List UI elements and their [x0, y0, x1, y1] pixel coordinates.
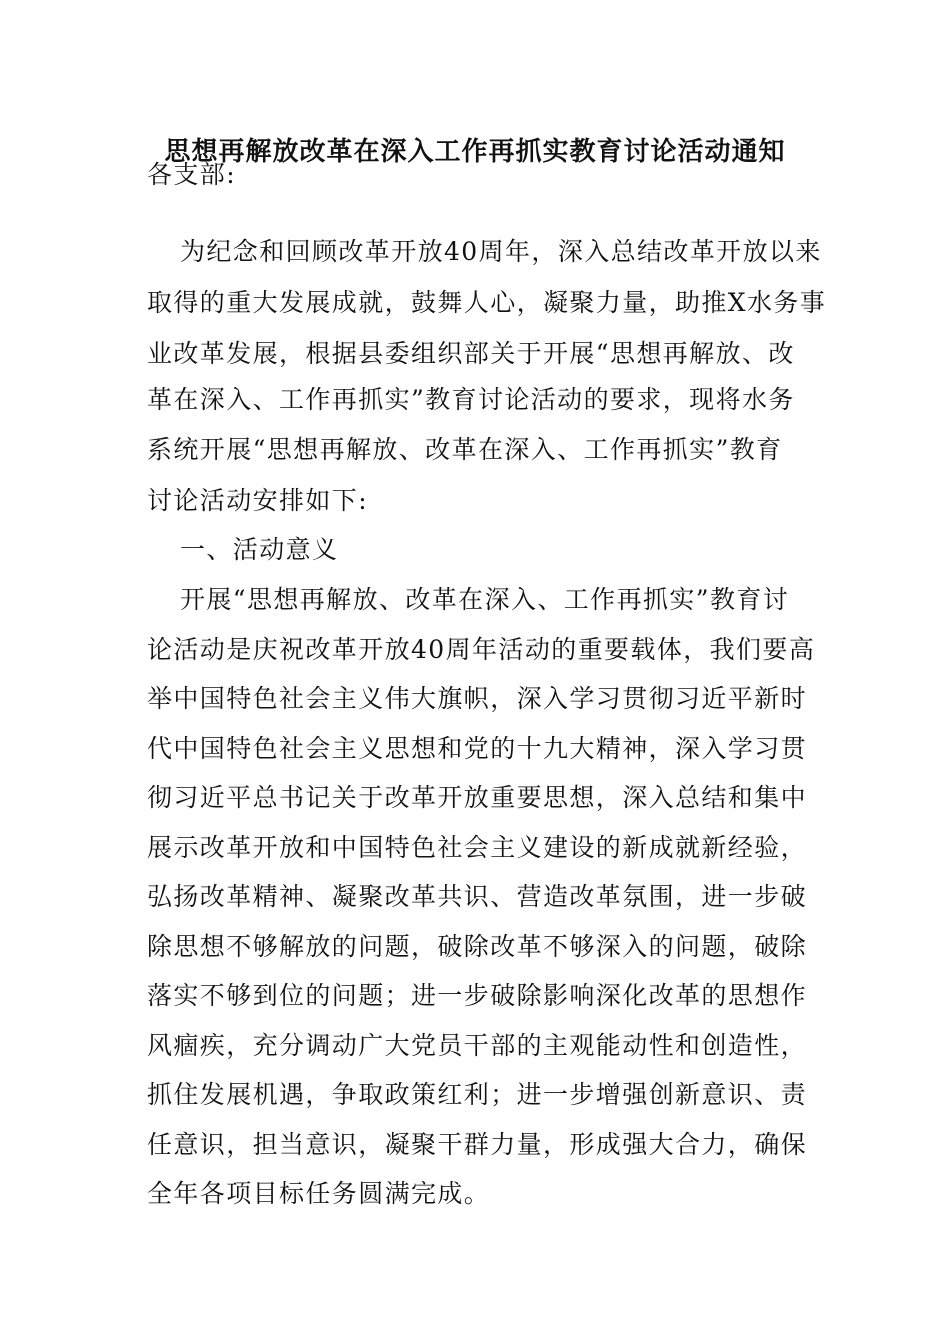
paragraph2-line: 论活动是庆祝改革开放40周年活动的重要载体，我们要高 [147, 635, 816, 664]
paragraph2-line: 抓住发展机遇，争取政策红利；进一步增强创新意识、责 [147, 1080, 808, 1109]
paragraph1-line: 取得的重大发展成就，鼓舞人心，凝聚力量，助推X水务事 [147, 288, 827, 317]
paragraph2-line: 弘扬改革精神、凝聚改革共识、营造改革氛围，进一步破 [147, 882, 808, 911]
paragraph2-line: 任意识，担当意识，凝聚干群力量，形成强大合力，确保 [147, 1130, 808, 1159]
paragraph2-line: 开展“思想再解放、改革在深入、工作再抓实”教育讨 [180, 585, 790, 614]
paragraph2-line: 展示改革开放和中国特色社会主义建设的新成就新经验， [147, 833, 808, 862]
paragraph2-line: 彻习近平总书记关于改革开放重要思想，深入总结和集中 [147, 783, 808, 812]
paragraph2-line: 代中国特色社会主义思想和党的十九大精神，深入学习贯 [147, 734, 808, 763]
paragraph2-line: 全年各项目标任务圆满完成。 [147, 1179, 491, 1208]
section-heading: 一、活动意义 [180, 535, 339, 564]
salutation: 各支部: [147, 160, 237, 189]
paragraph2-line: 风痼疾，充分调动广大党员干部的主观能动性和创造性， [147, 1031, 808, 1060]
paragraph1-line: 业改革发展，根据县委组织部关于开展“思想再解放、改 [147, 339, 795, 368]
paragraph2-line: 除思想不够解放的问题，破除改革不够深入的问题，破除 [147, 932, 808, 961]
paragraph1-line: 讨论活动安排如下: [147, 486, 369, 515]
paragraph1-line: 为纪念和回顾改革开放40周年，深入总结改革开放以来 [180, 237, 822, 266]
paragraph2-line: 举中国特色社会主义伟大旗帜，深入学习贯彻习近平新时 [147, 684, 808, 713]
paragraph2-line: 落实不够到位的问题；进一步破除影响深化改革的思想作 [147, 981, 808, 1010]
document-title: 思想再解放改革在深入工作再抓实教育讨论活动通知 [164, 137, 786, 167]
paragraph1-line: 革在深入、工作再抓实”教育讨论活动的要求，现将水务 [147, 385, 795, 414]
paragraph1-line: 系统开展“思想再解放、改革在深入、工作再抓实”教育 [147, 435, 783, 464]
